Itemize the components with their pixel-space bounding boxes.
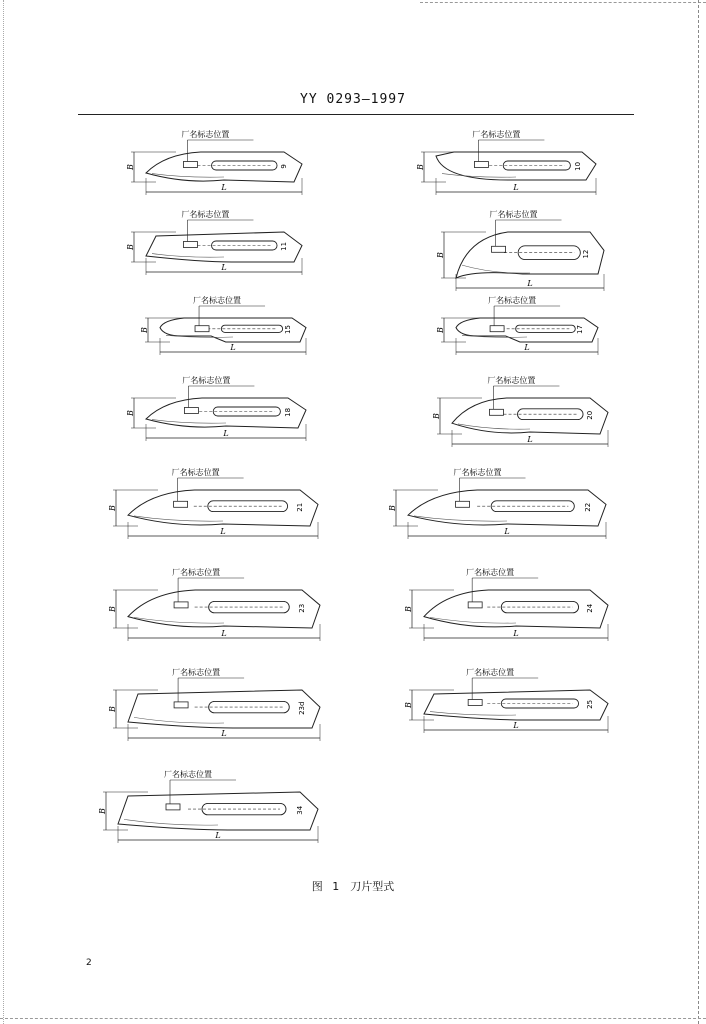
length-label: L xyxy=(527,435,533,444)
page-number: 2 xyxy=(86,958,92,968)
blade-outline xyxy=(118,792,318,830)
manufacturer-mark-box xyxy=(166,804,180,810)
length-label: L xyxy=(221,183,227,192)
width-label: B xyxy=(432,413,441,419)
blade-drawing-9 xyxy=(126,129,302,195)
blade-number: 21 xyxy=(296,502,304,512)
blade-drawing-24 xyxy=(404,567,608,641)
manufacturer-mark-label: 厂名标志位置 xyxy=(171,468,220,477)
blade-outline xyxy=(408,490,606,526)
manufacturer-mark-box xyxy=(174,702,188,708)
blade-number: 18 xyxy=(284,407,292,417)
width-label: B xyxy=(436,327,445,333)
blade-outline xyxy=(128,690,320,728)
blade-number: 10 xyxy=(574,161,582,171)
manufacturer-mark-label: 厂名标志位置 xyxy=(488,296,537,305)
width-label: B xyxy=(404,606,413,612)
blade-outline xyxy=(452,398,608,434)
manufacturer-mark-label: 厂名标志位置 xyxy=(466,668,515,677)
blade-number: 9 xyxy=(280,164,288,169)
width-label: B xyxy=(108,606,117,612)
figure-caption: 图 1 刀片型式 xyxy=(311,880,395,893)
length-label: L xyxy=(513,629,519,638)
manufacturer-mark-label: 厂名标志位置 xyxy=(182,376,231,385)
blade-number: 22 xyxy=(584,502,592,512)
length-label: L xyxy=(223,429,229,438)
blade-outline xyxy=(424,590,608,628)
manufacturer-mark-label: 厂名标志位置 xyxy=(181,210,230,219)
blade-drawing-17 xyxy=(436,295,598,355)
manufacturer-mark-label: 厂名标志位置 xyxy=(472,130,521,139)
blade-drawing-23d xyxy=(108,667,320,741)
manufacturer-mark-box xyxy=(468,602,482,608)
length-label: L xyxy=(513,721,519,730)
width-label: B xyxy=(140,327,149,333)
manufacturer-mark-label: 厂名标志位置 xyxy=(489,210,538,219)
blade-outline xyxy=(424,690,608,720)
manufacturer-mark-box xyxy=(474,162,488,168)
manufacturer-mark-label: 厂名标志位置 xyxy=(164,770,212,779)
blade-outline xyxy=(146,398,306,428)
width-label: B xyxy=(126,164,135,170)
cutting-edge-line xyxy=(414,516,507,521)
blade-outline xyxy=(146,232,302,262)
blade-drawing-20 xyxy=(432,375,608,447)
cutting-edge-line xyxy=(442,174,516,178)
blade-drawing-18 xyxy=(126,375,306,441)
manufacturer-mark-label: 厂名标志位置 xyxy=(466,568,515,577)
cutting-edge-line xyxy=(152,254,224,258)
length-label: L xyxy=(527,279,533,288)
manufacturer-mark-label: 厂名标志位置 xyxy=(453,468,502,477)
manufacturer-mark-box xyxy=(195,326,209,332)
manufacturer-mark-box xyxy=(456,501,470,507)
width-label: B xyxy=(108,505,117,511)
manufacturer-mark-label: 厂名标志位置 xyxy=(172,668,221,677)
length-label: L xyxy=(215,831,221,840)
standard-code-header: YY 0293—1997 xyxy=(300,92,406,107)
blade-outline xyxy=(128,490,318,526)
blade-drawing-21 xyxy=(108,467,318,539)
manufacturer-mark-box xyxy=(174,501,188,507)
blade-number: 23d xyxy=(298,701,306,715)
blade-drawing-23 xyxy=(108,567,320,641)
manufacturer-mark-label: 厂名标志位置 xyxy=(181,130,230,139)
cutting-edge-line xyxy=(134,516,223,521)
width-label: B xyxy=(98,808,107,814)
blade-number: 34 xyxy=(296,805,304,815)
width-label: B xyxy=(436,252,445,258)
manufacturer-mark-label: 厂名标志位置 xyxy=(193,296,242,305)
cutting-edge-line xyxy=(134,717,224,723)
blade-number: 12 xyxy=(582,249,590,259)
manufacturer-mark-box xyxy=(492,246,506,252)
blade-drawing-10 xyxy=(416,129,596,195)
length-label: L xyxy=(221,729,227,738)
width-label: B xyxy=(416,164,425,170)
blade-drawing-22 xyxy=(388,467,606,539)
blade-drawing-15 xyxy=(140,295,306,355)
blade-number: 25 xyxy=(586,699,594,709)
length-label: L xyxy=(221,629,227,638)
width-label: B xyxy=(126,244,135,250)
manufacturer-mark-box xyxy=(183,242,197,248)
blade-outline xyxy=(146,152,302,182)
blade-number: 15 xyxy=(284,325,292,334)
manufacturer-mark-box xyxy=(490,326,504,332)
cutting-edge-line xyxy=(462,265,530,273)
manufacturer-mark-box xyxy=(184,408,198,414)
manufacturer-mark-label: 厂名标志位置 xyxy=(487,376,536,385)
cutting-edge-line xyxy=(430,617,516,623)
length-label: L xyxy=(524,343,530,352)
manufacturer-mark-label: 厂名标志位置 xyxy=(172,568,221,577)
length-label: L xyxy=(504,527,510,536)
length-label: L xyxy=(221,263,227,272)
blade-number: 24 xyxy=(586,603,594,613)
width-label: B xyxy=(404,702,413,708)
blade-drawing-11 xyxy=(126,209,302,275)
blade-drawing-12 xyxy=(436,209,604,291)
manufacturer-mark-box xyxy=(489,409,503,415)
width-label: B xyxy=(108,706,117,712)
length-label: L xyxy=(230,343,236,352)
manufacturer-mark-box xyxy=(174,602,188,608)
blade-drawing-25 xyxy=(404,667,608,733)
blade-drawing-34 xyxy=(98,769,318,843)
length-label: L xyxy=(513,183,519,192)
blade-outline xyxy=(128,590,320,628)
width-label: B xyxy=(388,505,397,511)
cutting-edge-line xyxy=(134,617,224,623)
cutting-edge-line xyxy=(430,712,516,716)
manufacturer-mark-box xyxy=(183,162,197,168)
blade-number: 23 xyxy=(298,603,306,613)
manufacturer-mark-box xyxy=(468,700,482,706)
blade-number: 20 xyxy=(586,410,594,420)
length-label: L xyxy=(220,527,226,536)
width-label: B xyxy=(126,410,135,416)
blade-number: 17 xyxy=(576,325,584,334)
cutting-edge-line xyxy=(124,819,218,825)
blade-number: 11 xyxy=(280,241,288,251)
